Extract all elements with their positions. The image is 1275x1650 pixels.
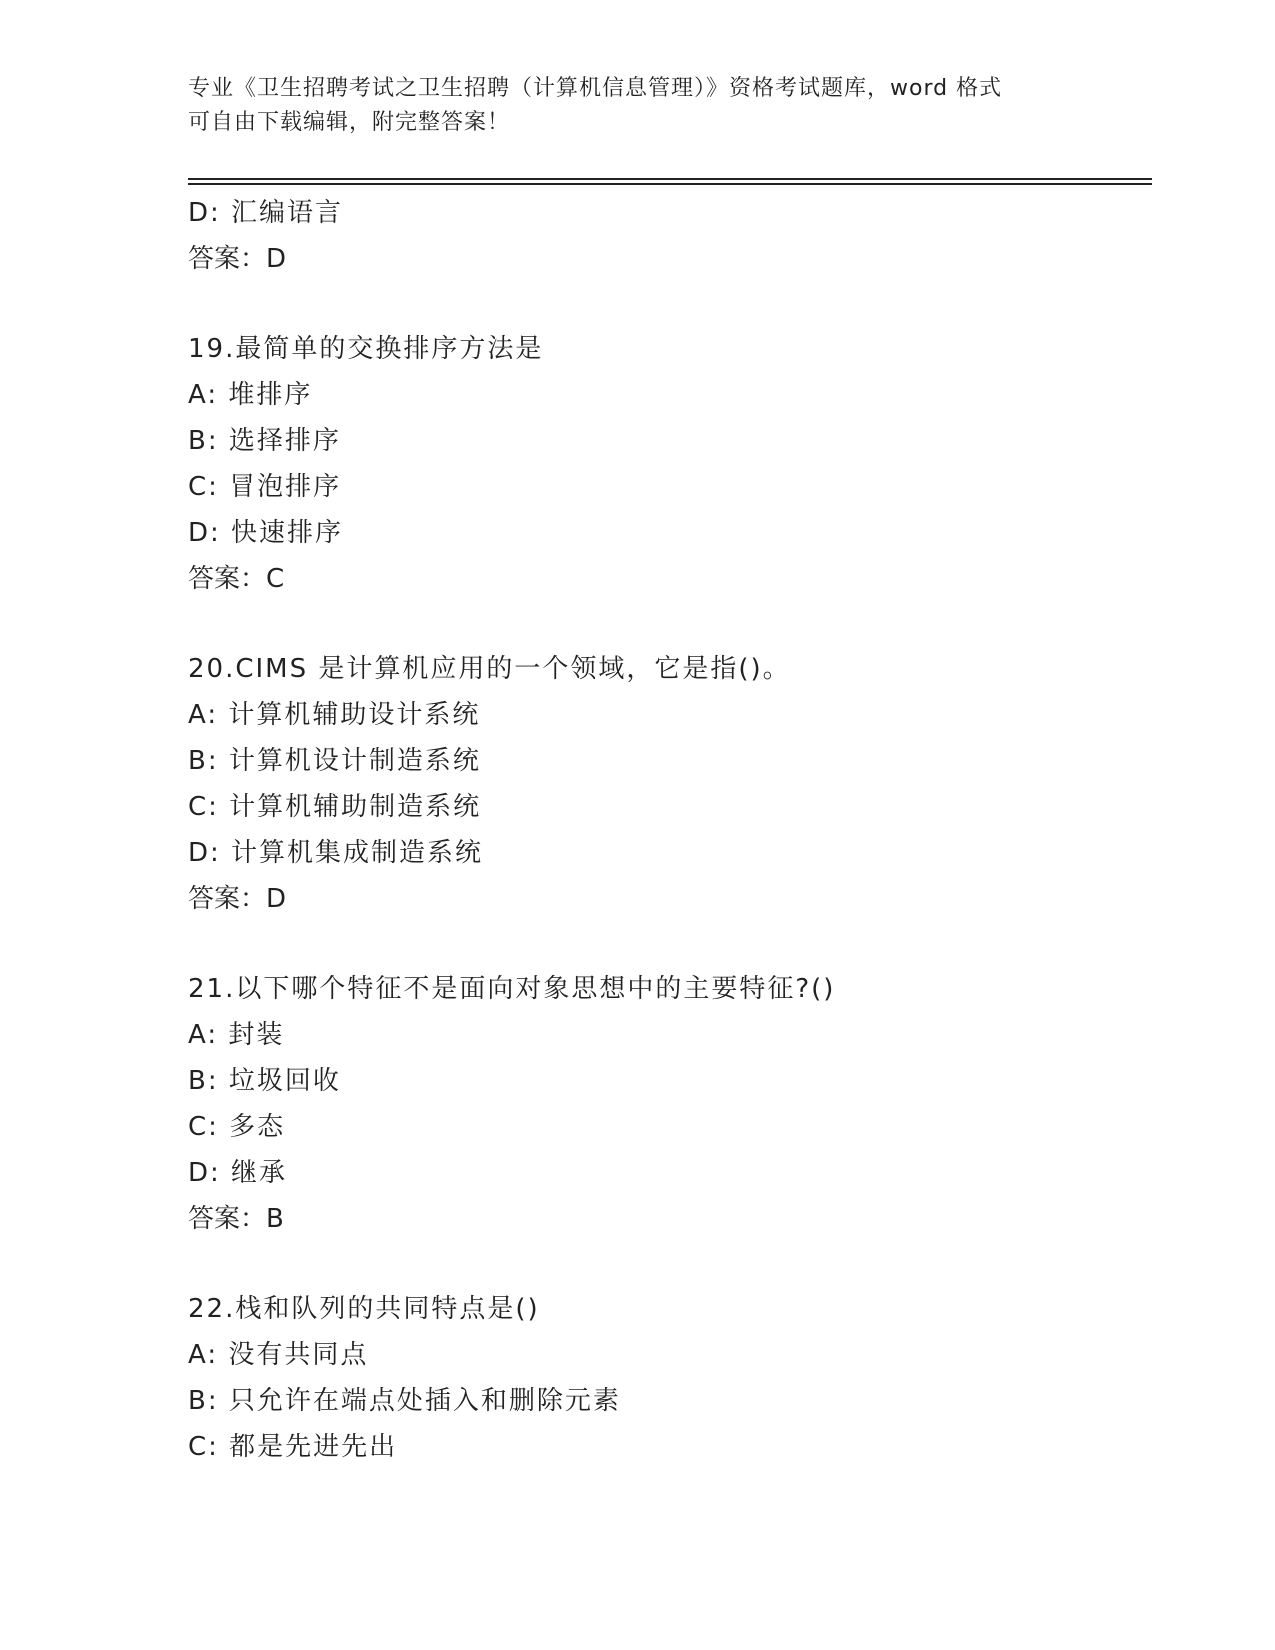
- header-line-1: 专业《卫生招聘考试之卫生招聘（计算机信息管理）》资格考试题库，word 格式: [188, 76, 1003, 101]
- option-c: C: 冒泡排序: [188, 472, 342, 502]
- document-header: [188, 72, 1088, 140]
- option-a: A: 没有共同点: [188, 1340, 369, 1370]
- question-20: 20.CIMS 是计算机应用的一个领域，它是指()。: [188, 654, 791, 684]
- header-divider-top: [188, 178, 1152, 180]
- option-b: B: 垃圾回收: [188, 1066, 341, 1096]
- answer-line: 答案：C: [188, 564, 285, 594]
- header-line-2: 可自由下载编辑，附完整答案！: [188, 110, 511, 135]
- question-19: 19.最简单的交换排序方法是: [188, 334, 544, 364]
- option-b: B: 计算机设计制造系统: [188, 746, 481, 776]
- option-c: C: 计算机辅助制造系统: [188, 792, 482, 822]
- answer-line: 答案：D: [188, 884, 287, 914]
- option-a: A: 计算机辅助设计系统: [188, 700, 481, 730]
- option-d: D: 快速排序: [188, 518, 344, 548]
- answer-line: 答案：D: [188, 244, 287, 274]
- question-21: 21.以下哪个特征不是面向对象思想中的主要特征?(): [188, 974, 836, 1004]
- header-divider-bottom: [188, 183, 1152, 185]
- option-d: D: 继承: [188, 1158, 288, 1188]
- question-22: 22.栈和队列的共同特点是(): [188, 1294, 540, 1324]
- option-a: A: 堆排序: [188, 380, 313, 410]
- option-c: C: 都是先进先出: [188, 1432, 398, 1462]
- question-list: [188, 190, 1148, 1470]
- option-a: A: 封装: [188, 1020, 285, 1050]
- option-d: D: 计算机集成制造系统: [188, 838, 484, 868]
- option-b: B: 选择排序: [188, 426, 341, 456]
- answer-line: 答案：B: [188, 1204, 284, 1234]
- option-d: D: 汇编语言: [188, 198, 344, 228]
- option-b: B: 只允许在端点处插入和删除元素: [188, 1386, 621, 1416]
- option-c: C: 多态: [188, 1112, 286, 1142]
